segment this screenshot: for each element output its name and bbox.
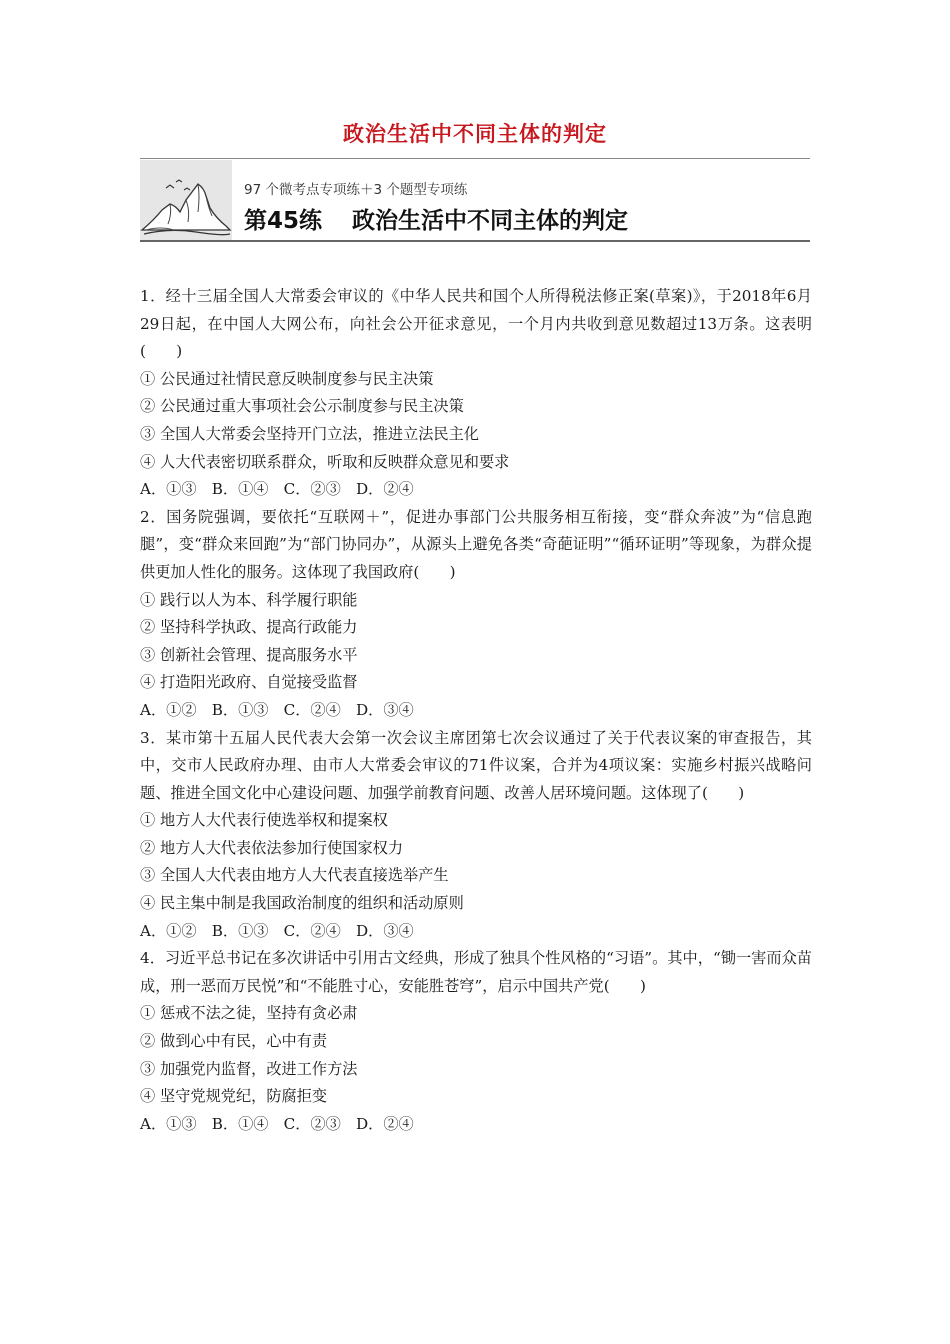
statement: ④ 打造阳光政府、自觉接受监督 <box>140 673 358 692</box>
statement: ① 地方人大代表行使选举权和提案权 <box>140 811 388 830</box>
answer-options: A．①② B．①③ C．②④ D．③④ <box>140 700 414 719</box>
series-subtitle: 97 个微考点专项练＋3 个题型专项练 <box>244 182 468 198</box>
statement: ④ 民主集中制是我国政治制度的组织和活动原则 <box>140 894 464 913</box>
statement: ② 公民通过重大事项社会公示制度参与民主决策 <box>140 397 464 416</box>
lesson-number: 第45练 <box>244 208 323 234</box>
statement: ③ 全国人大常委会坚持开门立法，推进立法民主化 <box>140 424 479 443</box>
statement: ② 坚持科学执政、提高行政能力 <box>140 618 358 637</box>
statement: ① 践行以人为本、科学履行职能 <box>140 590 358 609</box>
question-2 <box>140 504 812 725</box>
statement: ④ 坚守党规党纪，防腐拒变 <box>140 1087 328 1106</box>
answer-options: A．①② B．①③ C．②④ D．③④ <box>140 921 414 940</box>
statement: ① 惩戒不法之徒，坚持有贪必肃 <box>140 1004 358 1023</box>
question-stem: 4．习近平总书记在多次讲话中引用古文经典，形成了独具个性风格的“习语”。其中，“锄一害而众苗成，刑一恶而万民悦”和“不能胜寸心，安能胜苍穹”，启示中国共产党( ) <box>140 949 812 995</box>
question-list <box>140 283 812 1138</box>
statement: ① 公民通过社情民意反映制度参与民主决策 <box>140 369 434 388</box>
answer-options: A．①③ B．①④ C．②③ D．②④ <box>140 480 414 499</box>
question-4 <box>140 945 812 1138</box>
mountain-logo-icon <box>140 160 232 240</box>
statement: ③ 加强党内监督，改进工作方法 <box>140 1059 358 1078</box>
lesson-heading <box>244 202 628 235</box>
header-banner <box>140 158 810 242</box>
statement: ② 地方人大代表依法参加行使国家权力 <box>140 838 404 857</box>
statement: ③ 创新社会管理、提高服务水平 <box>140 645 358 664</box>
banner-top-rule <box>140 158 810 159</box>
question-stem: 3．某市第十五届人民代表大会第一次会议主席团第七次会议通过了关于代表议案的审查报告，其中，交市人民政府办理、由市人大常委会审议的71件议案，合并为4项议案：实施乡村振兴战略问题、推进全国文化中心建设问题、加强学前教育问题、改善人居环境问题。这体现了( ) <box>140 728 812 802</box>
document-title: 政治生活中不同主体的判定 <box>343 122 607 146</box>
question-stem: 2．国务院强调，要依托“互联网＋”，促进办事部门公共服务相互衔接，变“群众奔波”为“信息跑腿”，变“群众来回跑”为“部门协同办”，从源头上避免各类“奇葩证明”“循环证明”等现象，为群众提供更加人性化的服务。这体现了我国政府( ) <box>140 507 812 581</box>
question-3 <box>140 725 812 946</box>
statement: ④ 人大代表密切联系群众，听取和反映群众意见和要求 <box>140 452 510 471</box>
question-stem: 1．经十三届全国人大常委会审议的《中华人民共和国个人所得税法修正案(草案)》，于2018年6月29日起，在中国人大网公布，向社会公开征求意见，一个月内共收到意见数超过13万条。这表明( ) <box>140 287 812 361</box>
statement: ② 做到心中有民，心中有责 <box>140 1032 328 1051</box>
banner-bottom-rule <box>140 240 810 242</box>
question-1 <box>140 283 812 504</box>
statement: ③ 全国人大代表由地方人大代表直接选举产生 <box>140 866 449 885</box>
lesson-title: 政治生活中不同主体的判定 <box>352 208 629 234</box>
answer-options: A．①③ B．①④ C．②③ D．②④ <box>140 1114 414 1133</box>
